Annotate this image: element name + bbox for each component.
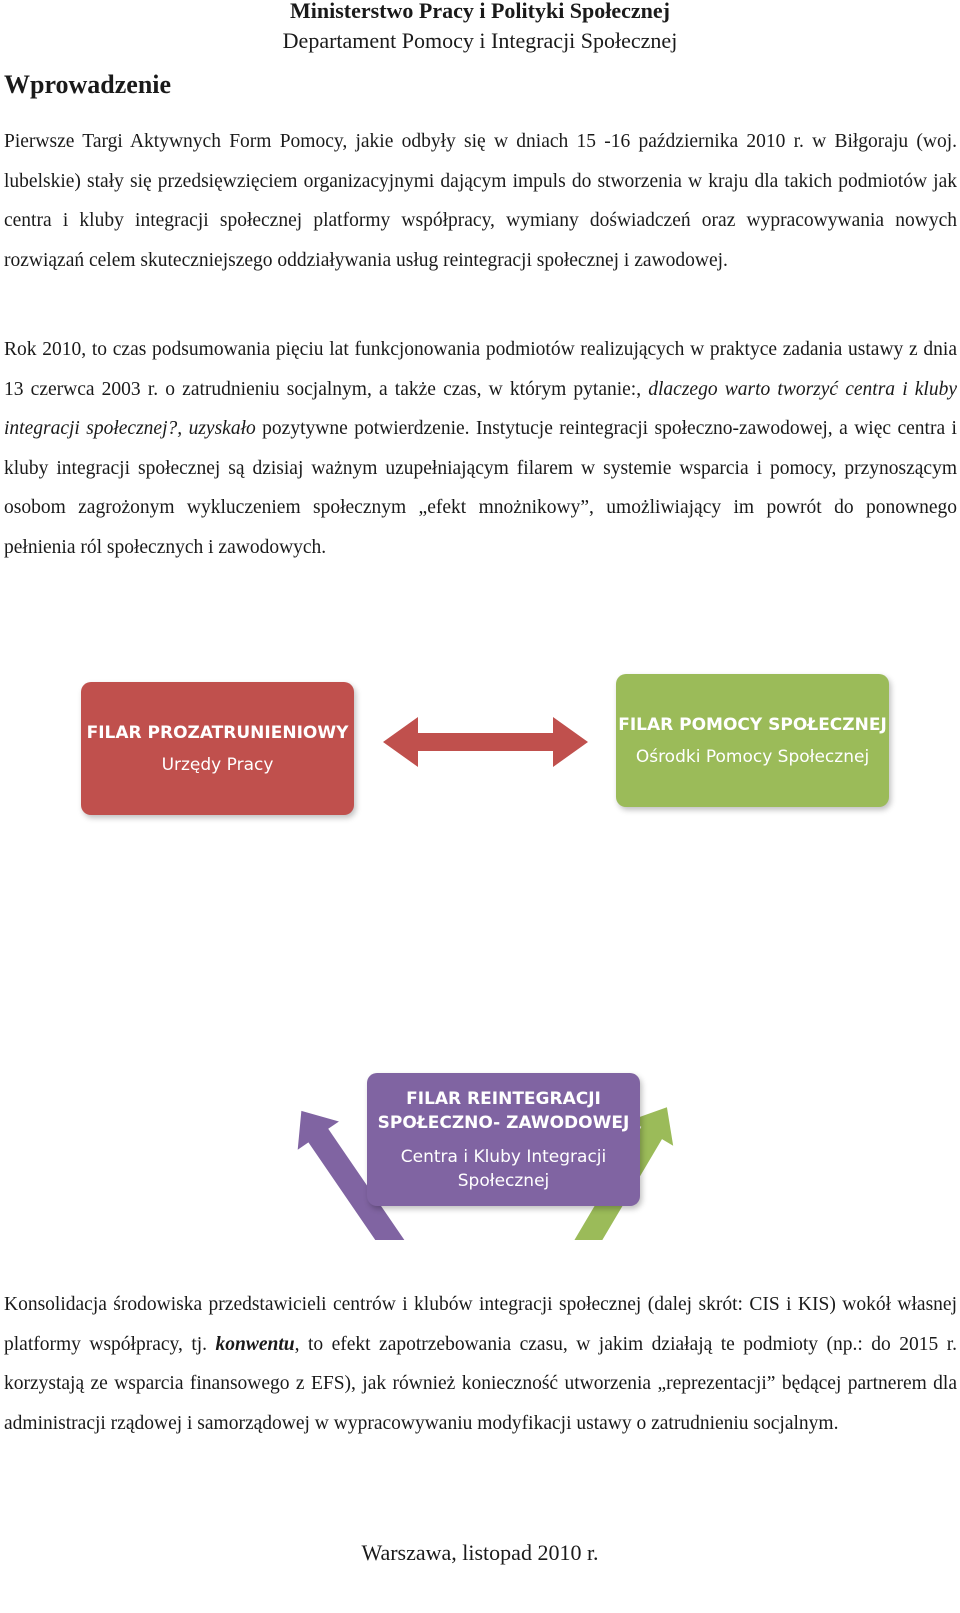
pillar-employment-title: FILAR PROZATRUNIENIOWY xyxy=(86,722,349,743)
pillar-reintegration-title-line2: SPOŁECZNO- ZAWODOWEJ xyxy=(377,1112,630,1133)
paragraph-2-italic-word: uzyskało xyxy=(188,418,256,439)
paragraph-3-text-end: , to efekt zapotrzebowania czasu, w jakim działają te podmioty (np.: do 2015 r. korzystają ze wsparcia finansowego z EFS), jak również konieczność utworzenia „reprezentacji” będącej partnerem dla administracji rządowej i samorządowej w wypracowywaniu modyfikacji ustawy o zatrudnieniu socjalnym. xyxy=(4,1333,957,1434)
pillar-social-assistance-box xyxy=(616,674,889,807)
paragraph-2 xyxy=(4,330,957,567)
pillar-reintegration-subtitle-line2: Społecznej xyxy=(457,1170,550,1191)
pillar-reintegration-subtitle-line1: Centra i Kluby Integracji xyxy=(400,1146,607,1167)
pillar-employment-box xyxy=(81,682,354,815)
document-header xyxy=(0,0,960,56)
document-footer: Warszawa, listopad 2010 r. xyxy=(361,1540,599,1565)
red-double-arrow xyxy=(383,717,588,767)
department-name: Departament Pomocy i Integracji Społecznej xyxy=(282,28,678,53)
pillars-diagram xyxy=(0,660,960,1240)
paragraph-2-text-end: pozytywne potwierdzenie. Instytucje reintegracji społeczno-zawodowej, a więc centra i kluby integracji społecznej są dzisiaj ważnym uzupełniającym filarem w systemie wsparcia i pomocy, przynoszącym osobom zagrożonym wykluczeniem społecznym „efekt mnożnikowy”, umożliwiający im powrót do ponownego pełnienia ról społecznych i zawodowych. xyxy=(4,418,957,558)
pillar-social-assistance-title: FILAR POMOCY SPOŁECZNEJ xyxy=(618,714,887,735)
pillar-social-assistance-subtitle: Ośrodki Pomocy Społecznej xyxy=(635,746,870,767)
pillar-employment-subtitle: Urzędy Pracy xyxy=(161,754,274,775)
paragraph-3-text-start: Konsolidacja środowiska przedstawicieli centrów i klubów integracji społecznej (dalej skrót: CIS i KIS) wokół własnej platformy współpracy, tj. xyxy=(4,1294,957,1355)
paragraph-1: Pierwsze Targi Aktywnych Form Pomocy, jakie odbyły się w dniach 15 -16 października 2010 r. w Biłgoraju (woj. lubelskie) stały się przedsięwzięciem organizacyjnymi dającym impuls do stworzenia w kraju dla takich podmiotów jak centra i kluby integracji społecznej platformy współpracy, wymiany doświadczeń oraz wypracowywania nowych rozwiązań celem skuteczniejszego oddziaływania usług reintegracji społecznej i zawodowej. xyxy=(4,131,957,271)
paragraph-2-text-start: Rok 2010, to czas podsumowania pięciu lat funkcjonowania podmiotów realizujących w praktyce zadania ustawy z dnia 13 czerwca 2003 r. o zatrudnieniu socjalnym, a także czas, w którym pytanie:, xyxy=(4,339,957,400)
paragraph-2-italic-question: dlaczego warto tworzyć centra i kluby integracji społecznej?, xyxy=(4,378,958,439)
ministry-name: Ministerstwo Pracy i Polityki Społecznej xyxy=(289,0,671,23)
pillar-reintegration-box xyxy=(367,1073,640,1206)
paragraph-3-bold-word: konwentu xyxy=(215,1333,295,1355)
pillar-reintegration-title-line1: FILAR REINTEGRACJI xyxy=(406,1088,601,1109)
paragraph-3 xyxy=(4,1285,957,1443)
section-title: Wprowadzenie xyxy=(4,70,172,99)
